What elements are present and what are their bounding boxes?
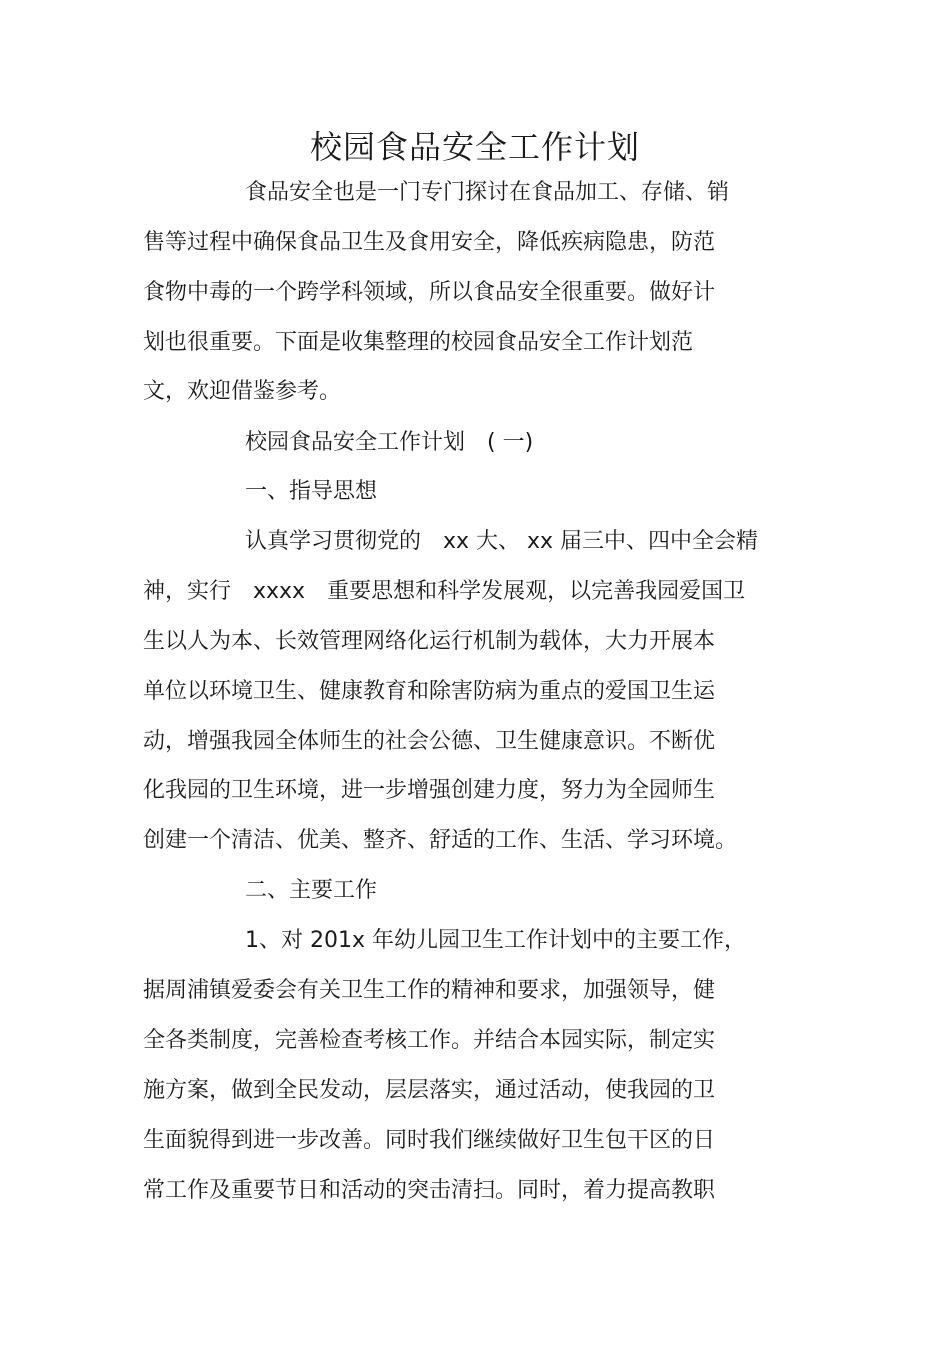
paragraph-line: 化我园的卫生环境，进一步增强创建力度，努力为全园师生 [143, 778, 716, 803]
paragraph-line: 文，欢迎借鉴参考。 [143, 379, 342, 404]
paragraph-line: 划也很重要。下面是收集整理的校园食品安全工作计划范 [143, 330, 694, 355]
paragraph-line: 创建一个清洁、优美、整齐、舒适的工作、生活、学习环境。 [143, 828, 738, 853]
paragraph-line: 常工作及重要节日和活动的突击清扫。同时，着力提高教职 [143, 1178, 716, 1203]
paragraph-line: 神，实行 xxxx 重要思想和科学发展观，以完善我园爱国卫 [143, 579, 746, 604]
document-title: 校园食品安全工作计划 [309, 128, 640, 166]
paragraph-line: 生面貌得到进一步改善。同时我们继续做好卫生包干区的日 [143, 1128, 716, 1153]
paragraph-line: 生以人为本、长效管理网络化运行机制为载体，大力开展本 [143, 629, 716, 654]
paragraph-line: 动，增强我园全体师生的社会公德、卫生健康意识。不断优 [143, 729, 716, 754]
paragraph-line: 据周浦镇爱委会有关卫生工作的精神和要求，加强领导，健 [143, 978, 716, 1003]
paragraph-line: 全各类制度，完善检查考核工作。并结合本园实际，制定实 [143, 1028, 716, 1053]
paragraph-line: 施方案，做到全民发动，层层落实，通过活动，使我园的卫 [143, 1078, 716, 1103]
paragraph-line: 单位以环境卫生、健康教育和除害防病为重点的爱国卫生运 [143, 679, 716, 704]
paragraph-line: 食物中毒的一个跨学科领域，所以食品安全很重要。做好计 [143, 280, 716, 305]
section-heading: 二、主要工作 [245, 878, 378, 903]
paragraph-line: 认真学习贯彻党的 xx 大、 xx 届三中、四中全会精 [245, 529, 759, 554]
section-heading: 一、指导思想 [245, 479, 378, 504]
paragraph-line: 售等过程中确保食品卫生及食用安全，降低疾病隐患，防范 [143, 230, 716, 255]
paragraph-line: 食品安全也是一门专门探讨在食品加工、存储、销 [245, 180, 730, 205]
section-heading: 校园食品安全工作计划 ( 一) [245, 430, 534, 455]
paragraph-line: 1、对 201x 年幼儿园卫生工作计划中的主要工作， [245, 928, 746, 953]
